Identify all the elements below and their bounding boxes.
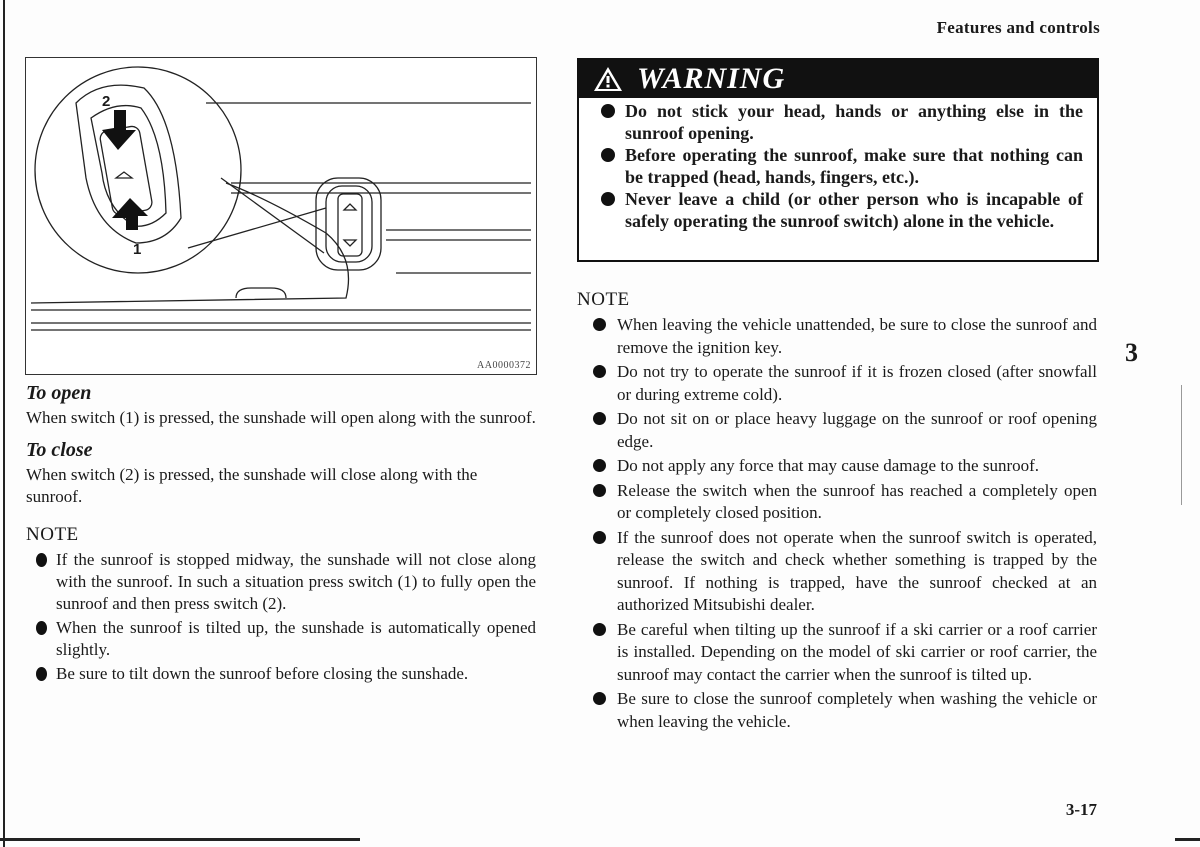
page-number: 3-17 [1065,800,1097,819]
bullet-icon [593,365,606,378]
bullet-icon [593,459,606,472]
warning-box [577,58,1099,262]
list-item: Be sure to tilt down the sunroof before closing the sunshade. [26,663,536,685]
list-item: If the sunroof does not operate when the sunroof switch is operated, release the switch and check whether something is trapped by the sunroof. If nothing is trapped, have the sunroof checked at an authorized Mitsubishi dealer. [577,527,1097,617]
bullet-icon [593,484,606,497]
chapter-tab: 3 [1125,338,1138,367]
to-open-body: When switch (1) is pressed, the sunshade will open along with the sunroof. [26,408,536,427]
left-note-heading: NOTE [26,524,79,545]
sunroof-switch-illustration [25,57,537,375]
right-note-heading: NOTE [577,289,630,310]
page-bottom-right-edge [1175,838,1200,841]
warning-triangle-icon [593,66,623,92]
bullet-icon [593,412,606,425]
section-header: Features and controls [936,18,1100,37]
page-left-edge [3,0,5,847]
to-close-body: When switch (2) is pressed, the sunshade will close along with the sunroof. [26,465,478,506]
left-note-list [26,549,536,685]
list-item: Never leave a child (or other person who is incapable of safely operating the sunroof switch) alone in the vehicle. [593,188,1083,232]
list-item: If the sunroof is stopped midway, the sunshade will not close along with the sunroof. In such a situation press switch (1) to fully open the sunroof and then press switch (2). [26,549,536,615]
bullet-icon [36,553,47,567]
page-right-mark [1181,385,1182,505]
warning-title: WARNING [637,62,786,95]
list-item: Do not sit on or place heavy luggage on the sunroof or roof opening edge. [577,408,1097,453]
bullet-icon [36,621,47,635]
list-item: Be sure to close the sunroof completely when washing the vehicle or when leaving the vehicle. [577,688,1097,733]
list-item: Do not try to operate the sunroof if it is frozen closed (after snowfall or during extreme cold). [577,361,1097,406]
bullet-icon [593,531,606,544]
callout-1: 1 [133,241,142,258]
sunroof-notes [577,289,1097,735]
bullet-icon [593,692,606,705]
sunshade-instructions [26,382,536,687]
bullet-icon [601,148,615,162]
list-item: When leaving the vehicle unattended, be sure to close the sunroof and remove the ignition key. [577,314,1097,359]
to-close-title: To close [26,439,93,461]
bullet-icon [601,104,615,118]
figure-code: AA0000372 [477,360,531,371]
bullet-icon [593,623,606,636]
list-item: Do not apply any force that may cause damage to the sunroof. [577,455,1097,478]
callout-2: 2 [102,93,111,110]
list-item: When the sunroof is tilted up, the sunshade is automatically opened slightly. [26,617,536,661]
list-item: Release the switch when the sunroof has reached a completely open or completely closed position. [577,480,1097,525]
page-bottom-edge [0,838,360,841]
bullet-icon [36,667,47,681]
list-item: Do not stick your head, hands or anything else in the sunroof opening. [593,100,1083,144]
list-item: Before operating the sunroof, make sure that nothing can be trapped (head, hands, fingers, etc.). [593,144,1083,188]
bullet-icon [593,318,606,331]
list-item: Be careful when tilting up the sunroof if a ski carrier or a roof carrier is installed. Depending on the model of ski carrier or roof carrier, the sunroof may contact the carrier when the sunroof is tilted up. [577,619,1097,687]
right-note-list [577,314,1097,733]
bullet-icon [601,192,615,206]
warning-header [579,60,1097,98]
warning-list [579,98,1097,232]
to-open-title: To open [26,382,92,404]
